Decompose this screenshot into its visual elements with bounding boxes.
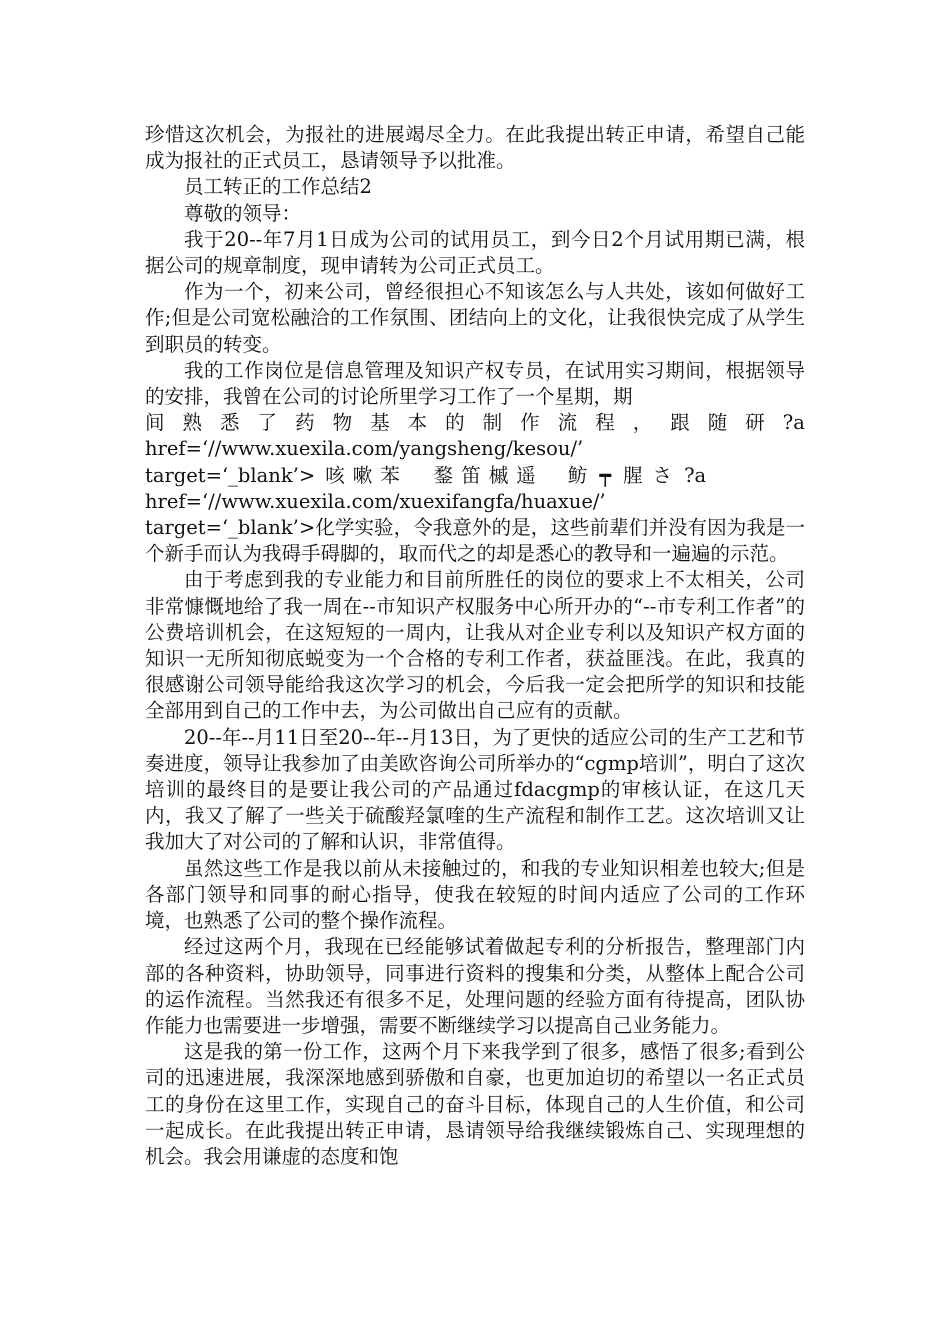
paragraph-adaptation: 作为一个，初来公司，曾经很担心不知该怎么与人共处，该如何做好工作;但是公司宽松融洽的工作氛围、团结向上的文化，让我很快完成了从学生到职员的转变。 bbox=[145, 280, 805, 356]
paragraph-training: 由于考虑到我的专业能力和目前所胜任的岗位的要求上不太相关，公司非常慷慨地给了我一周在--市知识产权服务中心所开办的“--市专利工作者”的公费培训机会，在这短短的一周内，让我从对企业专利以及知识产权方面的知识一无所知彻底蜕变为一个合格的专利工作者，获益匪浅。在此，我真的很感谢公司领导能给我这次学习的机会，今后我一定会把所学的知识和技能全部用到自己的工作中去，为公司做出自己应有的贡献。 bbox=[145, 568, 805, 723]
paragraph-cgmp: 20--年--月11日至20--年--月13日，为了更快的适应公司的生产工艺和节奏进度，领导让我参加了由美欧咨询公司所举办的“cgmp培训”，明白了这次培训的最终目的是要让我公司的产品通过fdacgmp的审核认证，在这几天内，我又了解了一些关于硫酸羟氯喹的生产流程和制作工艺。这次培训又让我加大了对公司的了解和认识，非常值得。 bbox=[145, 725, 805, 854]
href-line-2: href=‘//www.xuexila.com/xuexifangfa/huaxue/’ bbox=[145, 489, 606, 513]
paragraph-closing-previous: 珍惜这次机会，为报社的进展竭尽全力。在此我提出转正申请，希望自己能成为报社的正式员工，恳请领导予以批准。 bbox=[145, 123, 805, 173]
section-heading: 员工转正的工作总结2 bbox=[184, 175, 372, 199]
paragraph-progress: 经过这两个月，我现在已经能够试着做起专利的分析报告，整理部门内部的各种资料，协助领导，同事进行资料的搜集和分类，从整体上配合公司的运作流程。当然我还有很多不足，处理问题的经验方面有待提高，团队协作能力也需要进一步增强，需要不断继续学习以提高自己业务能力。 bbox=[145, 935, 805, 1037]
paragraph-position-end: target=‘_blank’>化学实验，令我意外的是，这些前辈们并没有因为我是一个新手而认为我碍手碍脚的，取而代之的却是悉心的教导和一遍遍的示范。 bbox=[145, 516, 805, 566]
paragraph-position-start: 我的工作岗位是信息管理及知识产权专员，在试用实习期间，根据领导的安排，我曾在公司的讨论所里学习工作了一个星期，期 bbox=[145, 358, 805, 409]
spread-line: 间 熟 悉 了 药 物 基 本 的 制 作 流 程 ， 跟 随 研 ?a bbox=[145, 411, 805, 435]
href-line-1: href=‘//www.xuexila.com/yangsheng/kesou/’ bbox=[145, 437, 584, 461]
garbled-line: target=‘_blank’> 咳 嗽 苯 鍪 笛 槭 遥 鲂 ┯ 腥 さ ?a bbox=[145, 463, 707, 487]
paragraph-application: 这是我的第一份工作，这两个月下来我学到了很多，感悟了很多;看到公司的迅速进展，我深深地感到骄傲和自豪，也更加迫切的希望以一名正式员工的身份在这里工作，实现自己的奋斗目标，体现自己的人生价值，和公司一起成长。在此我提出转正申请，恳请领导给我继续锻炼自己、实现理想的机会。我会用谦虚的态度和饱 bbox=[145, 1040, 805, 1168]
paragraph-position bbox=[145, 358, 805, 568]
salutation: 尊敬的领导： bbox=[184, 201, 302, 225]
paragraph-guidance: 虽然这些工作是我以前从未接触过的，和我的专业知识相差也较大;但是各部门领导和同事的耐心指导，使我在较短的时间内适应了公司的工作环境，也熟悉了公司的整个操作流程。 bbox=[145, 856, 805, 933]
document-body bbox=[145, 122, 805, 1170]
paragraph-intro: 我于20--年7月1日成为公司的试用员工，到今日2个月试用期已满，根据公司的规章制度，现申请转为公司正式员工。 bbox=[145, 227, 805, 278]
